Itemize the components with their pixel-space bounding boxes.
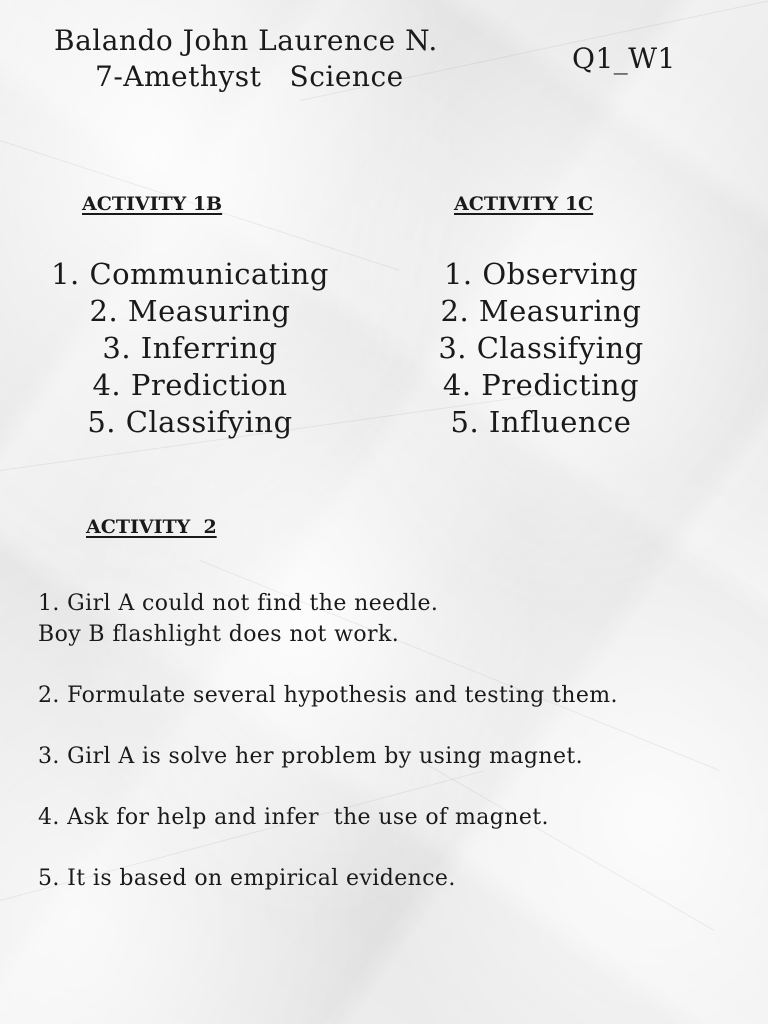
answer-3: 3. Girl A is solve her problem by using magnet.	[38, 744, 584, 769]
answer-5: 5. It is based on empirical evidence.	[38, 866, 456, 891]
answer-2: 2. Formulate several hypothesis and testing them.	[38, 683, 618, 708]
list-item: 4. Predicting	[442, 368, 640, 402]
activity-1b-list	[30, 256, 350, 441]
list-item: 2. Measuring	[89, 294, 291, 328]
list-item: 4. Prediction	[92, 368, 288, 402]
activity-1c-heading: ACTIVITY 1C	[454, 193, 594, 215]
list-item: 1. Communicating	[51, 257, 329, 291]
list-item: 2. Measuring	[440, 294, 642, 328]
list-item: 5. Influence	[450, 405, 632, 439]
student-name: Balando John Laurence N.	[54, 24, 438, 57]
list-item: 1. Observing	[443, 257, 639, 291]
answer-1-line-1: 1. Girl A could not find the needle.	[38, 591, 439, 616]
quarter-week-code: Q1_W1	[572, 42, 676, 75]
answer-4: 4. Ask for help and infer the use of magnet.	[38, 805, 549, 830]
class-subject: 7-Amethyst Science	[95, 60, 404, 93]
list-item: 5. Classifying	[87, 405, 293, 439]
activity-1c-list	[376, 256, 706, 441]
answer-1-line-2: Boy B flashlight does not work.	[38, 622, 400, 647]
activity-2-answers	[38, 588, 618, 894]
activity-1b-heading: ACTIVITY 1B	[82, 193, 223, 215]
activity-2-heading: ACTIVITY 2	[86, 516, 217, 538]
list-item: 3. Inferring	[102, 331, 278, 365]
list-item: 3. Classifying	[438, 331, 644, 365]
